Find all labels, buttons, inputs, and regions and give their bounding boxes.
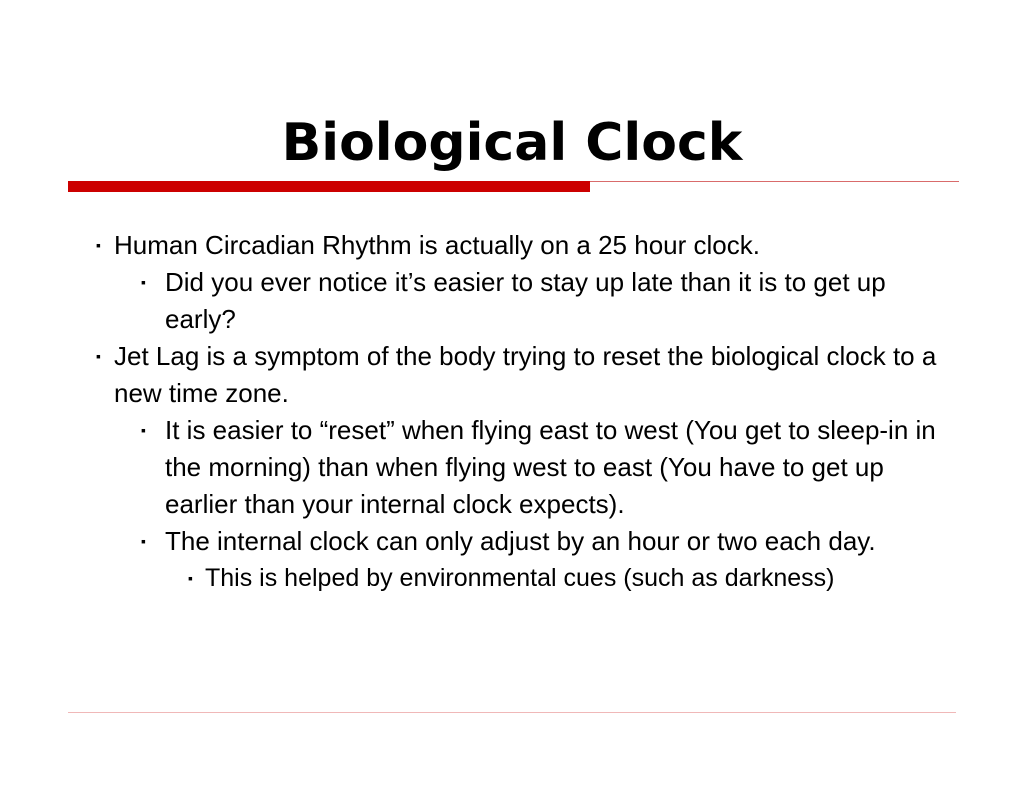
- bullet-text: Human Circadian Rhythm is actually on a 25 hour clock.: [114, 230, 760, 260]
- bullet-text: This is helped by environmental cues (such as darkness): [205, 564, 835, 592]
- bullet-item: [94, 412, 955, 523]
- square-bullet-icon: ▪: [96, 237, 101, 253]
- bullet-item: [94, 264, 955, 338]
- title-underline-thin: [590, 181, 959, 182]
- bullet-text: It is easier to “reset” when flying east to west (You get to sleep-in in the morning) than when flying west to east (You have to get up earlier than your internal clock expects).: [165, 415, 936, 519]
- bullet-text: Did you ever notice it’s easier to stay up late than it is to get up early?: [165, 267, 886, 334]
- title-underline-thick: [68, 181, 590, 192]
- slide-title: Biological Clock: [281, 113, 743, 173]
- bullet-list: [94, 227, 964, 597]
- bullet-text: Jet Lag is a symptom of the body trying to reset the biological clock to a new time zone.: [114, 341, 937, 408]
- bullet-item: [94, 523, 955, 560]
- footer-divider: [68, 712, 956, 713]
- square-bullet-icon: ▪: [188, 570, 193, 586]
- bullet-item: [94, 560, 865, 597]
- bullet-item: [94, 227, 964, 264]
- square-bullet-icon: ▪: [141, 274, 146, 290]
- square-bullet-icon: ▪: [96, 348, 101, 364]
- square-bullet-icon: ▪: [141, 422, 146, 438]
- bullet-text: The internal clock can only adjust by an hour or two each day.: [165, 526, 876, 556]
- bullet-item: [94, 338, 964, 412]
- square-bullet-icon: ▪: [141, 533, 146, 549]
